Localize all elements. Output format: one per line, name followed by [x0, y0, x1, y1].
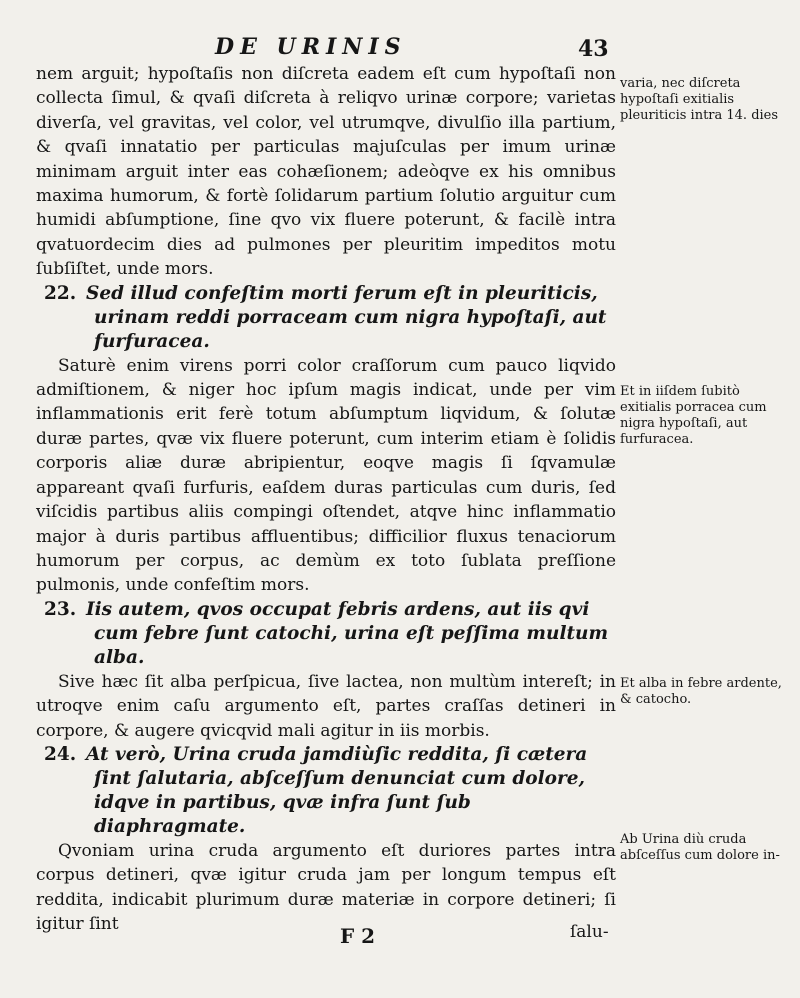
aphorism-22 — [36, 282, 616, 354]
aphorism-23-number: 23. — [44, 598, 77, 620]
catchword: ſalu- — [570, 922, 609, 942]
aphorism-23-text: Iis autem, qvos occupat febris ardens, aut iis qvi cum febre ſunt catochi, urina eſt peſſima multum alba. — [86, 598, 609, 668]
aphorism-24-number: 24. — [44, 743, 77, 765]
margin-note-2: Et in iiſdem ſubitò exitialis porracea cum nigra hypoſtaſi, aut furfuracea. — [620, 384, 767, 447]
margin-note-1: varia, nec diſcreta hypoſtaſi exitialis pleuriticis intra 14. dies — [620, 76, 779, 123]
running-head: DE URINIS — [215, 34, 407, 60]
paragraph-3: Sive hæc ſit alba perſpicua, ſive lactea, non multùm intereſt; in utroqve enim caſu argumento eſt, partes craſſas detineri in corpore, & augere qvicqvid mali agitur in iis morbis. — [36, 671, 616, 741]
page-number: 43 — [578, 36, 609, 62]
aphorism-24-text: At verò, Urina cruda jamdiùſic reddita, ſi cætera ſint ſalutaria, abſceſſum denunciat cum dolore, idqve in partibus, qvæ infra ſunt ſub diaphragmate. — [86, 743, 588, 837]
aphorism-23 — [36, 598, 616, 670]
main-text-column — [36, 62, 616, 937]
paragraph-4: Qvoniam urina cruda argumento eſt duriores partes intra corpus detineri, qvæ igitur cruda jam per longum tempus eſt reddita, indicabit plurimum duræ materiæ in corpore detineri; ſi igitur ſint — [36, 840, 616, 935]
margin-note-4: Ab Urina diù cruda abſceſſus cum dolore in- — [620, 832, 780, 863]
aphorism-24 — [36, 743, 616, 839]
paragraph-1: nem arguit; hypoſtaſis non diſcreta eadem eſt cum hypoſtaſi non collecta ſimul, & qvaſi diſcreta à reliqvo urinæ corpore; varietas diverſa, vel gravitas, vel color, vel utrumqve, divulſio illa partium, & qvaſi innatatio per particulas majuſculas per imum urinæ minimam arguit inter eas cohæſionem; adeòqve ex his omnibus maxima humorum, & fortè ſolidarum partium ſolutio arguitur cum humidi abſumptione, ſine qvo vix fluere poterunt, & facilè intra qvatuordecim dies ad pulmones per pleuritim impeditos motu ſubſiſtet, unde mors. — [36, 64, 616, 280]
aphorism-22-number: 22. — [44, 282, 77, 304]
paragraph-2: Saturè enim virens porri color craſſorum cum pauco liqvido admiſtionem, & niger hoc ipſum magis indicat, unde per vim inflammationis erit ferè totum abſumptum liqvidum, & ſolutæ duræ partes, qvæ vix fluere poterunt, cum interim etiam è ſolidis corporis aliæ duræ abripientur, eoqve magis ſi ſqvamulæ appareant qvaſi furfuris, eaſdem duras particulas cum duris, ſed viſcidis partibus aliis compingi oſtendet, atqve hinc inflammatio major à duris partibus affluentibus; difficilior fluxus tenaciorum humorum per corpus, ac demùm ex toto ſublata preſſione pulmonis, unde confeſtim mors. — [36, 355, 616, 596]
signature-mark: F 2 — [340, 924, 376, 948]
margin-note-3: Et alba in febre ardente, & catocho. — [620, 676, 782, 707]
aphorism-22-text: Sed illud confeſtim morti ferum eſt in pleuriticis, urinam reddi porraceam cum nigra hypoſtaſi, aut furfuracea. — [86, 282, 607, 352]
